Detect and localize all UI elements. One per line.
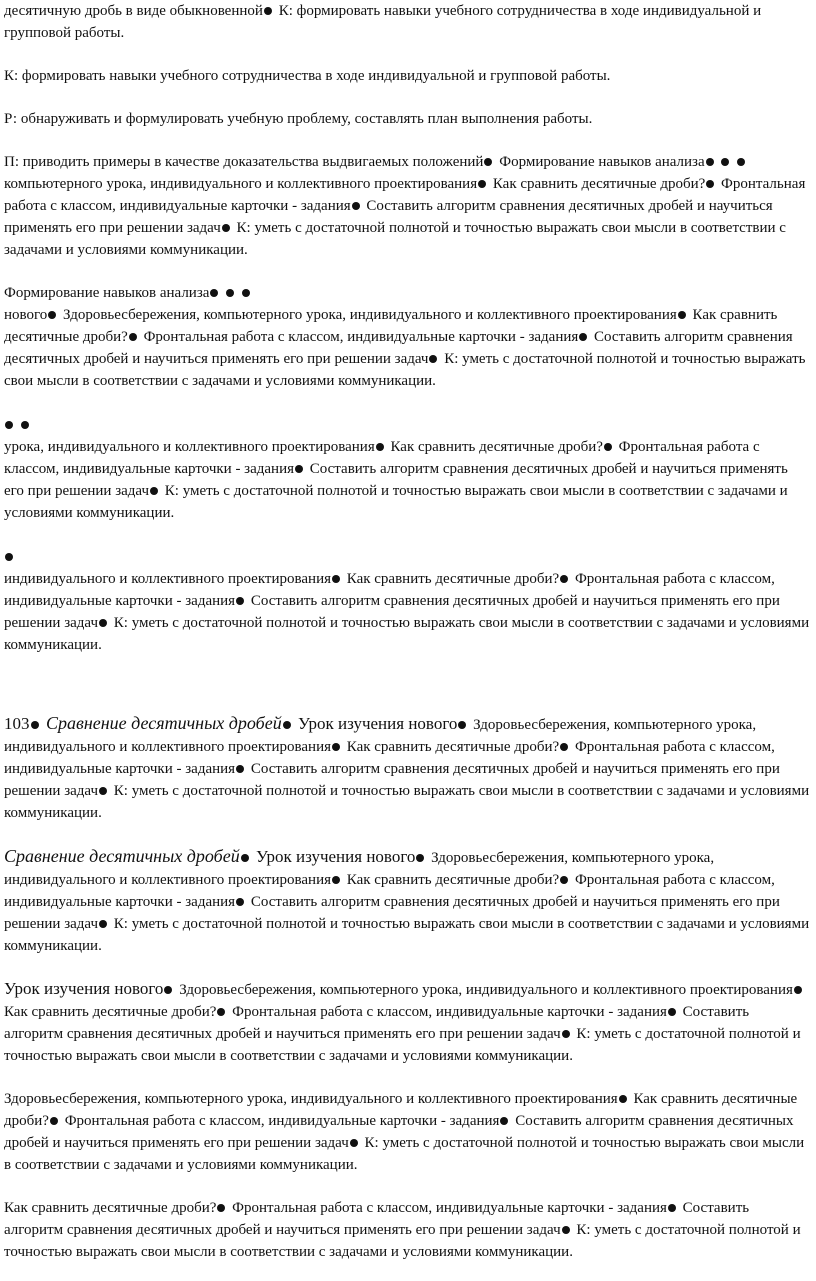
bullet-icon xyxy=(604,443,612,451)
lesson-title: Сравнение десятичных дробей xyxy=(4,846,240,866)
bullet-icon xyxy=(222,224,230,232)
paragraph-9: индивидуального и коллективного проектирования Как сравнить десятичные дроби? Фронтальная работа с классом, индивидуальные карточки - задания Составить алгоритм сравнения десятичных дробей и научиться применять его при решении задач К: уметь с достаточной полнотой и точностью выражать свои мысли в соответствии с задачами и условиями коммуникации. xyxy=(4,571,810,653)
bullet-icon xyxy=(217,1008,225,1016)
paragraph-11: Сравнение десятичных дробей Урок изучения нового Здоровьесбережения, компьютерного урока, индивидуального и коллективного проектирования Как сравнить десятичные дроби? Фронтальная работа с классом, индивидуальные карточки - задания Составить алгоритм сравнения десятичных дробей и научиться применять его при решении задач К: уметь с достаточной полнотой и точностью выражать свои мысли в соответствии с задачами и условиями коммуникации. xyxy=(4,846,810,954)
bullet-icon xyxy=(50,1117,58,1125)
bullet-icon xyxy=(236,765,244,773)
bullet-icon xyxy=(241,854,249,862)
bullet-icon xyxy=(236,597,244,605)
bullet-icon xyxy=(350,1139,358,1147)
bullet-icon xyxy=(668,1204,676,1212)
bullet-icon xyxy=(283,721,291,729)
paragraph-14: Как сравнить десятичные дроби? Фронтальная работа с классом, индивидуальные карточки - задания Составить алгоритм сравнения десятичных дробей и научиться применять его при решении задач К: уметь с достаточной полнотой и точностью выражать свои мысли в соответствии с задачами и условиями коммуникации. xyxy=(4,1200,801,1260)
bullet-icon xyxy=(236,898,244,906)
bullet-icon xyxy=(5,553,13,561)
bullet-icon xyxy=(48,311,56,319)
bullet-icon xyxy=(478,180,486,188)
bullet-icon xyxy=(579,333,587,341)
bullet-icon xyxy=(560,876,568,884)
bullet-icon xyxy=(226,289,234,297)
bullet-icon xyxy=(99,787,107,795)
paragraph-1: десятичную дробь в виде обыкновенной К: формировать навыки учебного сотрудничества в ходе индивидуальной и групповой работы. xyxy=(4,3,762,41)
bullet-icon xyxy=(458,721,466,729)
bullet-icon xyxy=(5,421,13,429)
bullet-icon xyxy=(721,158,729,166)
bullet-icon xyxy=(619,1095,627,1103)
bullet-icon xyxy=(376,443,384,451)
paragraph-6: Формирование навыков анализа xyxy=(4,282,810,304)
bullet-icon xyxy=(99,920,107,928)
paragraph-4: П: приводить примеры в качестве доказательства выдвигаемых положений Формирование навыков анализа xyxy=(4,151,810,173)
bullet-icon xyxy=(295,465,303,473)
paragraph-12: Урок изучения нового Здоровьесбережения, компьютерного урока, индивидуального и коллективного проектирования Как сравнить десятичные дроби? Фронтальная работа с классом, индивидуальные карточки - задания Составить алгоритм сравнения десятичных дробей и научиться применять его при решении задач К: уметь с достаточной полнотой и точностью выражать свои мысли в соответствии с задачами и условиями коммуникации. xyxy=(4,979,801,1064)
bullet-icon xyxy=(500,1117,508,1125)
bullet-icon xyxy=(668,1008,676,1016)
bullet-icon xyxy=(352,202,360,210)
paragraph-10: 103 Сравнение десятичных дробей Урок изучения нового Здоровьесбережения, компьютерного урока, индивидуального и коллективного проектирования Как сравнить десятичные дроби? Фронтальная работа с классом, индивидуальные карточки - задания Составить алгоритм сравнения десятичных дробей и научиться применять его при решении задач К: уметь с достаточной полнотой и точностью выражать свои мысли в соответствии с задачами и условиями коммуникации. xyxy=(4,713,810,821)
bullet-icon xyxy=(210,289,218,297)
bullet-icon xyxy=(560,743,568,751)
bullet-icon xyxy=(129,333,137,341)
bullet-row xyxy=(4,546,810,568)
bullet-icon xyxy=(217,1204,225,1212)
bullet-icon xyxy=(164,986,172,994)
bullet-icon xyxy=(562,1226,570,1234)
paragraph-13: Здоровьесбережения, компьютерного урока, индивидуального и коллективного проектирования Как сравнить десятичные дроби? Фронтальная работа с классом, индивидуальные карточки - задания Составить алгоритм сравнения десятичных дробей и научиться применять его при решении задач К: уметь с достаточной полнотой и точностью выражать свои мысли в соответствии с задачами и условиями коммуникации. xyxy=(4,1091,805,1173)
paragraph-8: урока, индивидуального и коллективного проектирования Как сравнить десятичные дроби? Фронтальная работа с классом, индивидуальные карточки - задания Составить алгоритм сравнения десятичных дробей и научиться применять его при решении задач К: уметь с достаточной полнотой и точностью выражать свои мысли в соответствии с задачами и условиями коммуникации. xyxy=(4,439,788,521)
bullet-icon xyxy=(706,158,714,166)
bullet-icon xyxy=(484,158,492,166)
bullet-icon xyxy=(264,7,272,15)
bullet-icon xyxy=(332,575,340,583)
bullet-icon xyxy=(416,854,424,862)
paragraph-5: компьютерного урока, индивидуального и коллективного проектирования Как сравнить десятичные дроби? Фронтальная работа с классом, индивидуальные карточки - задания Составить алгоритм сравнения десятичных дробей и научиться применять его при решении задач К: уметь с достаточной полнотой и точностью выражать свои мысли в соответствии с задачами и условиями коммуникации. xyxy=(4,176,806,258)
bullet-icon xyxy=(737,158,745,166)
bullet-icon xyxy=(332,876,340,884)
lesson-title: Сравнение десятичных дробей xyxy=(41,713,282,733)
bullet-icon xyxy=(99,619,107,627)
bullet-icon xyxy=(560,575,568,583)
bullet-icon xyxy=(21,421,29,429)
bullet-icon xyxy=(706,180,714,188)
bullet-icon xyxy=(332,743,340,751)
paragraph-7: нового Здоровьесбережения, компьютерного урока, индивидуального и коллективного проектирования Как сравнить десятичные дроби? Фронтальная работа с классом, индивидуальные карточки - задания Составить алгоритм сравнения десятичных дробей и научиться применять его при решении задач К: уметь с достаточной полнотой и точностью выражать свои мысли в соответствии с задачами и условиями коммуникации. xyxy=(4,307,806,389)
bullet-icon xyxy=(678,311,686,319)
bullet-icon xyxy=(562,1030,570,1038)
paragraph-2: К: формировать навыки учебного сотрудничества в ходе индивидуальной и групповой работы. xyxy=(4,68,611,84)
bullet-icon xyxy=(31,721,39,729)
bullet-icon xyxy=(794,986,802,994)
bullet-icon xyxy=(429,355,437,363)
bullet-row xyxy=(4,414,810,436)
bullet-icon xyxy=(242,289,250,297)
bullet-icon xyxy=(150,487,158,495)
paragraph-3: Р: обнаруживать и формулировать учебную проблему, составлять план выполнения работы. xyxy=(4,111,593,127)
